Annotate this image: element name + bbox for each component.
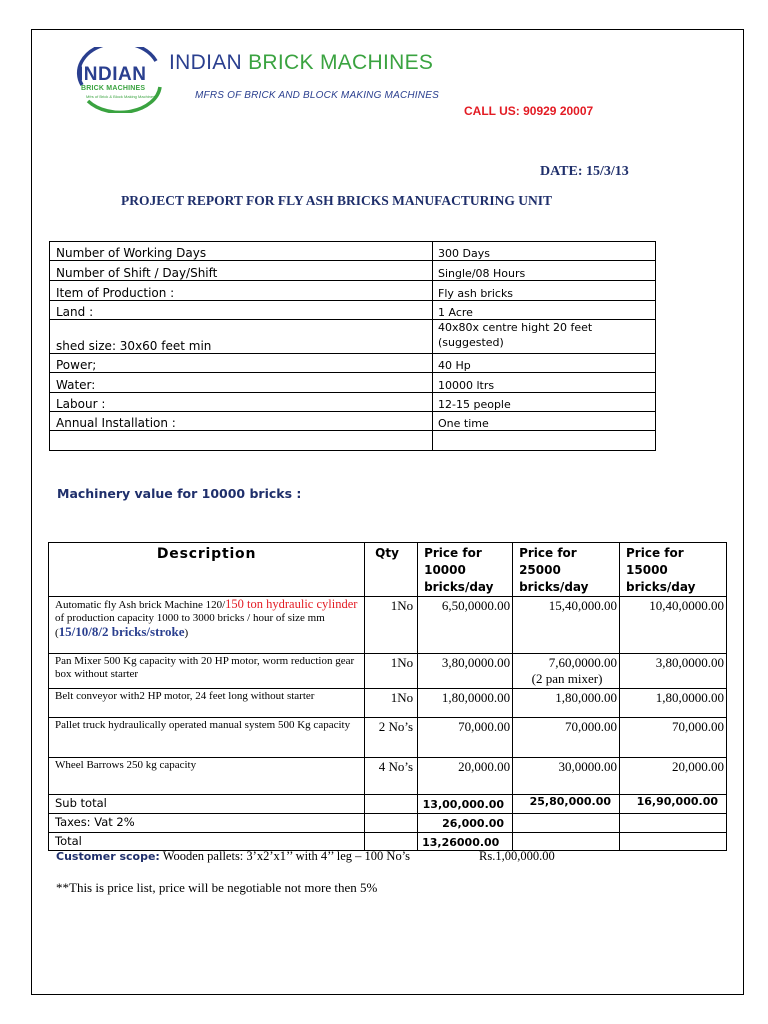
table-row [49,654,727,689]
spec-label: Land : [50,301,433,320]
table-row [50,242,656,261]
spec-value: Fly ash bricks [433,281,656,301]
table-row [49,833,727,851]
header-price-25000: Price for 25000 bricks/day [513,543,620,597]
call-us-phone: CALL US: 90929 20007 [464,104,594,118]
total-10000: 13,26000.00 [418,833,513,851]
spec-label [50,431,433,451]
company-name-brick: BRICK [248,51,320,74]
desc-part: ) [184,627,189,639]
spec-value: 40 Hp [433,354,656,373]
row-qty: 1No [365,597,418,654]
spec-value: 10000 ltrs [433,373,656,393]
subtotal-10000: 13,00,000.00 [418,795,513,814]
table-row [50,320,656,354]
row-price-25000: 1,80,000.00 [513,689,620,718]
price-note: (2 pan mixer) [531,671,603,686]
row-qty: 2 No’s [365,718,418,758]
spec-value: 1 Acre [433,301,656,320]
table-row [50,354,656,373]
row-price-25000: 30,0000.00 [513,758,620,795]
customer-scope-amount: Rs.1,00,000.00 [479,849,555,863]
report-date: DATE: 15/3/13 [540,164,629,179]
table-row [50,301,656,320]
taxes-25000 [513,814,620,833]
price-value: 7,60,0000.00 [548,655,618,670]
company-name-indian: INDIAN [169,51,249,74]
table-row [50,431,656,451]
row-description [49,597,365,654]
taxes-10000: 26,000.00 [418,814,513,833]
row-price-15000: 20,000.00 [620,758,727,795]
row-price-10000: 3,80,0000.00 [418,654,513,689]
customer-scope [56,849,555,864]
row-description: Wheel Barrows 250 kg capacity [49,758,365,795]
table-row [49,814,727,833]
company-logo [74,47,166,113]
table-row [50,281,656,301]
company-tagline: MFRS OF BRICK AND BLOCK MAKING MACHINES [195,90,439,101]
table-row [49,597,727,654]
spec-label: Number of Shift / Day/Shift [50,261,433,281]
desc-part: Automatic fly Ash brick Machine 120/ [55,599,226,611]
row-price-15000: 70,000.00 [620,718,727,758]
row-qty: 4 No’s [365,758,418,795]
header-qty: Qty [365,543,418,597]
row-price-15000: 1,80,0000.00 [620,689,727,718]
table-row [49,718,727,758]
header-description: Description [49,543,365,597]
total-25000 [513,833,620,851]
total-qty [365,833,418,851]
spec-table [49,241,656,451]
company-name [169,51,433,75]
spec-value: 300 Days [433,242,656,261]
row-price-10000: 70,000.00 [418,718,513,758]
spec-label: shed size: 30x60 feet min [50,320,433,354]
spec-label: Power; [50,354,433,373]
row-description: Belt conveyor with2 HP motor, 24 feet long without starter [49,689,365,718]
row-description: Pan Mixer 500 Kg capacity with 20 HP motor, worm reduction gear box without starter [49,654,365,689]
row-qty: 1No [365,654,418,689]
row-price-15000: 3,80,0000.00 [620,654,727,689]
logo-word-brick-machines: BRICK MACHINES [81,85,146,92]
table-row [49,795,727,814]
table-row [49,689,727,718]
spec-value: One time [433,412,656,431]
table-row [50,373,656,393]
table-row [50,261,656,281]
customer-scope-label: Customer scope: [56,850,160,863]
table-row [50,412,656,431]
total-label: Total [49,833,365,851]
subtotal-qty [365,795,418,814]
row-qty: 1No [365,689,418,718]
header-price-10000: Price for 10000 bricks/day [418,543,513,597]
desc-highlight-red: 150 ton hydraulic cylinder [225,597,358,611]
spec-value: Single/08 Hours [433,261,656,281]
row-price-10000: 20,000.00 [418,758,513,795]
spec-label: Water: [50,373,433,393]
spec-label: Annual Installation : [50,412,433,431]
spec-label: Number of Working Days [50,242,433,261]
spec-label: Labour : [50,393,433,412]
row-description: Pallet truck hydraulically operated manual system 500 Kg capacity [49,718,365,758]
report-title: PROJECT REPORT FOR FLY ASH BRICKS MANUFACTURING UNIT [121,193,552,208]
table-row [50,393,656,412]
subtotal-15000: 16,90,000.00 [620,795,727,814]
row-price-25000: 70,000.00 [513,718,620,758]
header-price-15000: Price for 15000 bricks/day [620,543,727,597]
spec-value [433,431,656,451]
spec-label: Item of Production : [50,281,433,301]
subtotal-label: Sub total [49,795,365,814]
price-note: **This is price list, price will be negotiable not more then 5% [56,880,378,895]
row-price-10000: 1,80,0000.00 [418,689,513,718]
taxes-qty [365,814,418,833]
machinery-heading: Machinery value for 10000 bricks : [57,486,302,501]
price-table [48,542,727,851]
total-15000 [620,833,727,851]
logo-tagline: Mfrs of Brick & Block Making Machines [86,94,156,99]
row-price-25000: 15,40,000.00 [513,597,620,654]
desc-part: of production capacity 1000 to 3000 bricks / hour of size mm ( [55,612,325,639]
spec-value: 12-15 people [433,393,656,412]
taxes-label: Taxes: Vat 2% [49,814,365,833]
subtotal-25000: 25,80,000.00 [513,795,620,814]
customer-scope-text: Wooden pallets: 3’x2’x1’’ with 4’’ leg – 100 No’s [159,849,411,863]
logo-word-indian: INDIAN [78,64,147,85]
row-price-25000 [513,654,620,689]
spec-value: 40x80x centre hight 20 feet (suggested) [433,320,656,354]
row-price-15000: 10,40,0000.00 [620,597,727,654]
table-header-row [49,543,727,597]
company-name-machines: MACHINES [319,51,434,74]
table-row [49,758,727,795]
taxes-15000 [620,814,727,833]
row-price-10000: 6,50,0000.00 [418,597,513,654]
desc-highlight-blue: 15/10/8/2 bricks/stroke [58,624,185,639]
